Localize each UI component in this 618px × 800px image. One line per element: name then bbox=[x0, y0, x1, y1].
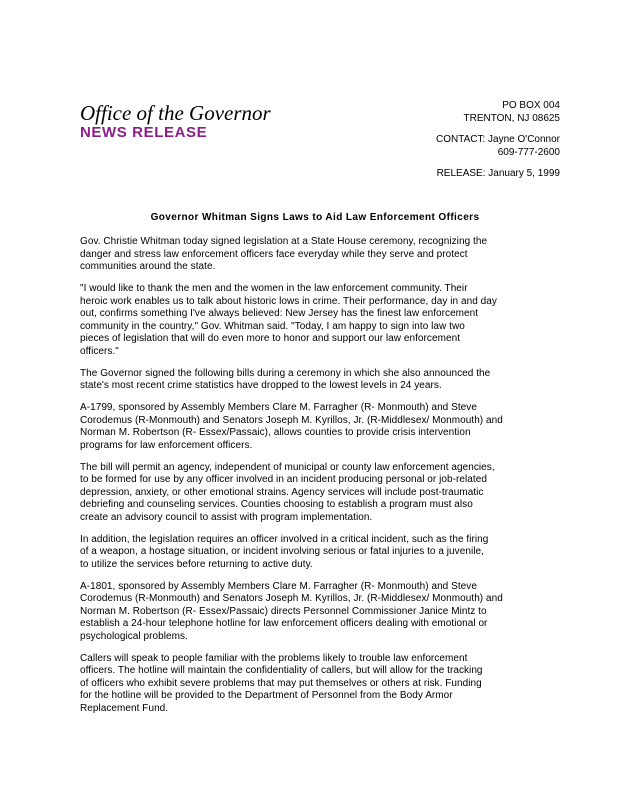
address-line: PO BOX 004 bbox=[502, 100, 560, 111]
text-line: A-1799, sponsored by Assembly Members Clare M. Farragher (R- Monmouth) and Steve bbox=[80, 402, 477, 413]
contact-info bbox=[436, 134, 560, 159]
text-line: for the hotline will be provided to the Department of Personnel from the Body Armor bbox=[80, 690, 453, 701]
paragraph-hotline bbox=[80, 653, 558, 716]
text-line: pieces of legislation that will do even more to honor and support our law enforcement bbox=[80, 333, 461, 344]
headline: Governor Whitman Signs Laws to Aid Law Enforcement Officers bbox=[150, 212, 480, 223]
paragraph-critical-incident bbox=[80, 534, 558, 572]
text-line: Norman M. Robertson (R- Essex/Passaic) directs Personnel Commissioner Janice Mintz to bbox=[80, 605, 487, 617]
text-line: community in the country," Gov. Whitman said. "Today, I am happy to sign into law two bbox=[80, 320, 465, 332]
text-line: establish a 24-hour telephone hotline for law enforcement officers dealing with emotional or bbox=[80, 618, 488, 629]
text-line: The Governor signed the following bills during a ceremony in which she also announced the bbox=[80, 367, 491, 379]
text-line: of a weapon, a hostage situation, or incident involving serious or fatal injuries to a juvenile, bbox=[80, 546, 484, 557]
text-line: A-1801, sponsored by Assembly Members Clare M. Farragher (R- Monmouth) and Steve bbox=[80, 580, 477, 592]
text-line: depression, anxiety, or other emotional strains. Agency services will include post-traumatic bbox=[80, 486, 484, 498]
text-line: out, confirms something I've always believed: New Jersey has the finest law enforcement bbox=[80, 308, 479, 319]
text-line: to be formed for use by any officer involved in an incident producing personal or job-related bbox=[80, 474, 487, 485]
paragraph-agency bbox=[80, 462, 558, 525]
text-line: Replacement Fund. bbox=[80, 702, 169, 714]
text-line: Norman M. Robertson (R- Essex/Passaic), allows counties to provide crisis intervention bbox=[80, 427, 471, 438]
text-line: state's most recent crime statistics have dropped to the lowest levels in 24 years. bbox=[80, 380, 442, 391]
paragraph-bills-signed bbox=[80, 368, 558, 393]
paragraph-quote bbox=[80, 283, 558, 358]
text-line: Callers will speak to people familiar with the problems likely to trouble law enforcement bbox=[80, 652, 468, 664]
address-line: TRENTON, NJ 08625 bbox=[463, 112, 560, 124]
text-line: communities around the state. bbox=[80, 261, 216, 272]
paragraph-a1799 bbox=[80, 402, 558, 452]
paragraph-a1801 bbox=[80, 581, 558, 644]
text-line: create an advisory council to assist with program implementation. bbox=[80, 511, 373, 523]
text-line: officers." bbox=[80, 345, 119, 357]
office-title: Office of the Governor bbox=[80, 101, 271, 125]
text-line: In addition, the legislation requires an officer involved in a critical incident, such as the firing bbox=[80, 533, 489, 545]
text-line: Corodemus (R-Monmouth) and Senators Joseph M. Kyrillos, Jr. (R-Middlesex/ Monmouth) and bbox=[80, 414, 503, 426]
text-line: "I would like to thank the men and the women in the law enforcement community. Their bbox=[80, 283, 468, 294]
text-line: psychological problems. bbox=[80, 630, 188, 642]
text-line: programs for law enforcement officers. bbox=[80, 439, 253, 451]
paragraph-intro bbox=[80, 236, 558, 274]
release-body bbox=[80, 236, 558, 725]
text-line: Gov. Christie Whitman today signed legislation at a State House ceremony, recognizing the bbox=[80, 236, 488, 247]
contact-phone: 609-777-2600 bbox=[497, 146, 560, 158]
news-release-label: NEWS RELEASE bbox=[80, 124, 208, 141]
text-line: The bill will permit an agency, independent of municipal or county law enforcement agencies, bbox=[80, 461, 495, 473]
text-line: to utilize the services before returning to active duty. bbox=[80, 558, 313, 570]
text-line: debriefing and counseling services. Counties choosing to establish a program must also bbox=[80, 499, 473, 510]
text-line: heroic work enables us to talk about historic lows in crime. Their performance, day in and day bbox=[80, 295, 497, 307]
release-date: RELEASE: January 5, 1999 bbox=[436, 168, 560, 179]
text-line: officers. The hotline will maintain the confidentiality of callers, but will allow for the tracking bbox=[80, 665, 483, 676]
text-line: danger and stress law enforcement officers face everyday while they serve and protect bbox=[80, 248, 468, 260]
mailing-address bbox=[463, 100, 560, 125]
text-line: Corodemus (R-Monmouth) and Senators Joseph M. Kyrillos, Jr. (R-Middlesex/ Monmouth) and bbox=[80, 593, 503, 604]
text-line: of officers who exhibit severe problems that may put themselves or others at risk. Funding bbox=[80, 677, 482, 689]
contact-name: CONTACT: Jayne O'Connor bbox=[436, 134, 560, 145]
